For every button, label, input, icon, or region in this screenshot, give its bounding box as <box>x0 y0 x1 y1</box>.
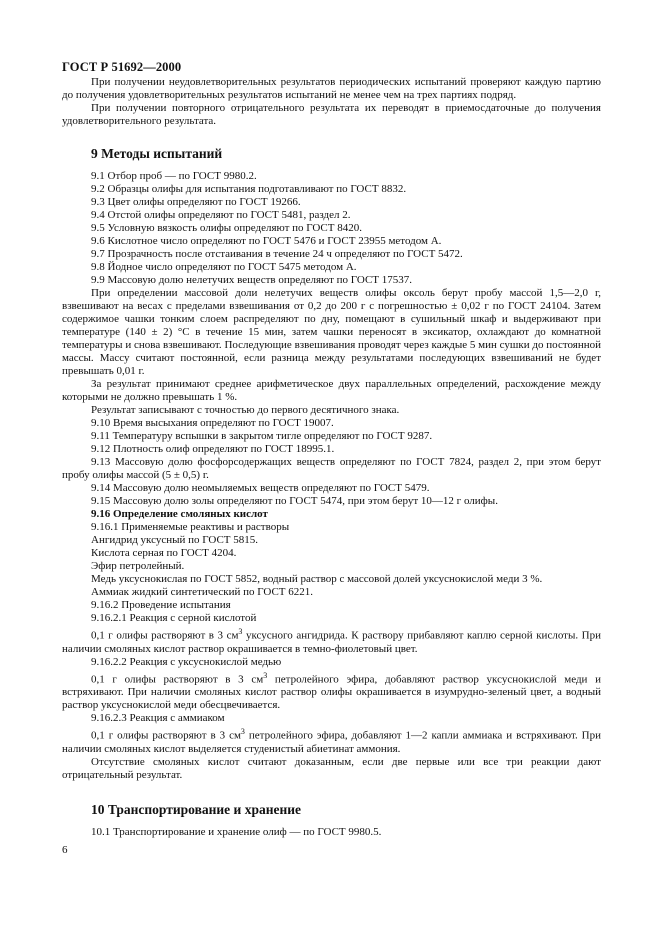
section-10-heading: 10 Транспортирование и хранение <box>91 801 302 817</box>
item-9-6: 9.6 Кислотное число определяют по ГОСТ 5476 и ГОСТ 23955 методом А. <box>91 235 442 247</box>
item-9-13: 9.13 Массовую долю фосфорсодержащих веществ определяют по ГОСТ 7824, раздел 2, при этом берут пробу олифы массой (5 ± 0,5) г. <box>62 456 601 481</box>
item-9-7: 9.7 Прозрачность после отстаивания в течение 24 ч определяют по ГОСТ 5472. <box>91 248 463 260</box>
ammonia-reaction-text-a: 0,1 г олифы растворяют в 3 см <box>91 729 241 742</box>
result-paragraph: За результат принимают среднее арифметическое двух параллельных определений, расхождение между которыми не должно превышать 1 %. <box>62 378 601 403</box>
mass-determination-paragraph: При определении массовой доли нелетучих веществ олифы оксоль берут пробу массой 1,5—2,0 г, взвешивают на весах с пределами взвешивания от 0,2 до 200 г с погрешностью ± 0,02 г по ГОСТ 24104. Затем содержимое чашки тонким слоем распределяют по дну, помещают в сушильный шкаф и выдерживают при температуре (140 ± 2) °С в течение 15 мин, затем чашки переносят в эксикатор, охлаждают до комнатной температуры и снова взвешивают. Последующие взвешивания проводят через каждые 5 мин сушки до постоянной массы. Массу считают постоянной, если разница между результатами последующих взвешиваний не будет превышать 0,01 г. <box>62 287 601 377</box>
reagent-sulfuric-acid: Кислота серная по ГОСТ 4204. <box>91 547 237 559</box>
item-9-10: 9.10 Время высыхания определяют по ГОСТ 19007. <box>91 417 334 429</box>
item-9-16-2-2: 9.16.2.2 Реакция с уксуснокислой медью <box>91 655 282 668</box>
reagent-copper-acetate: Медь уксуснокислая по ГОСТ 5852, водный раствор с массовой долей уксуснокислой меди 3 %. <box>91 573 543 585</box>
ammonia-reaction-paragraph <box>62 725 601 756</box>
copper-reaction-paragraph <box>62 669 601 713</box>
cm3-superscript: 3 <box>240 727 245 737</box>
item-9-16-2-3: 9.16.2.3 Реакция с аммиаком <box>91 712 225 725</box>
item-9-2: 9.2 Образцы олифы для испытания подготавливают по ГОСТ 8832. <box>91 183 407 195</box>
item-9-16-heading: 9.16 Определение смоляных кислот <box>91 508 268 520</box>
document-body <box>62 76 601 839</box>
item-9-4: 9.4 Отстой олифы определяют по ГОСТ 5481, раздел 2. <box>91 209 351 221</box>
cm3-superscript: 3 <box>263 670 268 680</box>
item-9-16-2: 9.16.2 Проведение испытания <box>91 599 231 611</box>
reagent-petroleum-ether: Эфир петролейный. <box>91 560 185 572</box>
item-9-16-2-1: 9.16.2.1 Реакция с серной кислотой <box>91 612 257 624</box>
document-header: ГОСТ Р 51692—2000 <box>62 60 182 74</box>
sulfuric-reaction-text-b: уксусного ангидрида. К раствору прибавляют каплю серной кислоты. При наличии смоляных кислот раствор окрашивается в темно-фиолетовый цвет. <box>62 629 601 655</box>
absence-paragraph: Отсутствие смоляных кислот считают доказанным, если две первые или все три реакции дают отрицательный результат. <box>62 755 601 781</box>
item-9-11: 9.11 Температуру вспышки в закрытом тигле определяют по ГОСТ 9287. <box>91 430 433 442</box>
record-paragraph: Результат записывают с точностью до первого десятичного знака. <box>91 404 400 416</box>
intro-paragraph-1: При получении неудовлетворительных результатов периодических испытаний проверяют каждую партию до получения удовлетворительных результатов испытаний не менее чем на трех партиях подряд. <box>62 76 601 101</box>
reagent-ammonia: Аммиак жидкий синтетический по ГОСТ 6221. <box>91 586 314 598</box>
item-9-16-1: 9.16.1 Применяемые реактивы и растворы <box>91 521 290 533</box>
item-9-12: 9.12 Плотность олиф определяют по ГОСТ 18995.1. <box>91 443 335 455</box>
item-10-1: 10.1 Транспортирование и хранение олиф — по ГОСТ 9980.5. <box>91 825 382 838</box>
sulfuric-reaction-paragraph <box>62 625 601 656</box>
intro-paragraph-2: При получении повторного отрицательного результата их переводят в приемосдаточные до получения удовлетворительного результата. <box>62 102 601 127</box>
page-number: 6 <box>62 844 68 856</box>
copper-reaction-text-b: петролейного эфира, добавляют раствор уксуснокислой меди и встряхивают. При наличии смоляных кислот раствор олифы окрашивается в изумрудно-зеленый цвет, а водный раствор уксуснокислой меди обесцвечивается. <box>62 673 601 712</box>
cm3-superscript: 3 <box>238 627 243 636</box>
item-9-5: 9.5 Условную вязкость олифы определяют по ГОСТ 8420. <box>91 222 362 234</box>
section-9-heading: 9 Методы испытаний <box>91 146 223 161</box>
reagent-acetic-anhydride: Ангидрид уксусный по ГОСТ 5815. <box>91 534 259 546</box>
sulfuric-reaction-text-a: 0,1 г олифы растворяют в 3 см <box>91 629 239 642</box>
item-9-15: 9.15 Массовую долю золы определяют по ГОСТ 5474, при этом берут 10—12 г олифы. <box>91 495 498 507</box>
item-9-9: 9.9 Массовую долю нелетучих веществ определяют по ГОСТ 17537. <box>91 274 413 286</box>
item-9-3: 9.3 Цвет олифы определяют по ГОСТ 19266. <box>91 196 301 208</box>
copper-reaction-text-a: 0,1 г олифы растворяют в 3 см <box>91 673 264 686</box>
item-9-8: 9.8 Йодное число определяют по ГОСТ 5475 методом А. <box>91 261 357 273</box>
item-9-14: 9.14 Массовую долю неомыляемых веществ определяют по ГОСТ 5479. <box>91 482 430 494</box>
item-9-1: 9.1 Отбор проб — по ГОСТ 9980.2. <box>91 170 257 182</box>
ammonia-reaction-text-b: петролейного эфира, добавляют 1—2 капли аммиака и встряхивают. При наличии смоляных кислот выделяется студенистый абиетинат аммония. <box>62 729 601 755</box>
